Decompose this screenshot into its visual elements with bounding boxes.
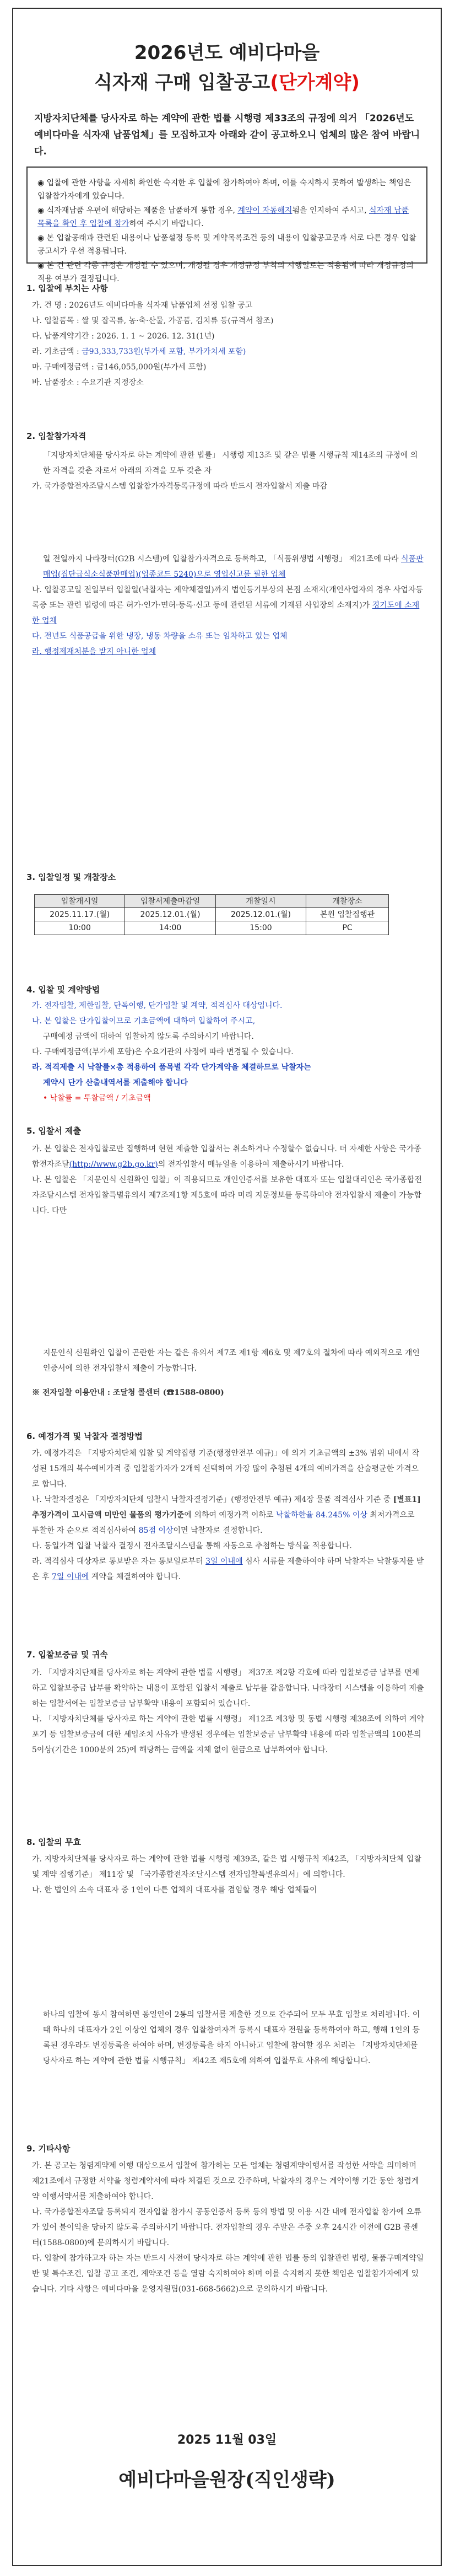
section-2-body: 「지방자치단체를 당사자로 하는 계약에 관한 법률」 시행령 제13조 및 같은 법률 시행규칙 제14조의 규정에 의한 자격을 갖춘 자로서 아래의 자격을 모두 갖춘 자 가. 국가종합전자조달시스템 입찰참가자격등록규정에 따라 반드시 전자입찰서 제출 마감 bbox=[32, 451, 418, 491]
notice-item-3: ◉ 본 입찰공래과 관련된 내용이나 납품설정 등록 및 계약목록조건 등의 내용이 입찰공고문과 서로 다른 경우 입찰공고서가 우선 적용됩니다. bbox=[37, 234, 416, 256]
title-main: 식자재 구매 입찰공고 bbox=[94, 72, 270, 94]
section-9-body: 가. 본 공고는 청렴계약제 이행 대상으로서 입찰에 참가하는 모든 업체는 청렴계약이행서를 작성한 서약을 의미하며 제21조에서 규정한 서약을 청렴계약서에 따라 체결된 것으로 간주하며, 낙찰자의 경우는 계약이행 기간 동안 청렴계약 이행서약서를 제출하여야 합니다. 나. 국가종합전자조달 등록되지 전자입찰 참가시 공동인증서 등록 등의 방법 및 이용 시간 내에 전자입찰 참가에 오류가 있어 불이익을 당하지 않도록 주의하시기 바랍니다. 전자입찰의 경우 주말은 주중 오후 24시간 이전에 G2B 콜센터(1588-0800)에 문의하시기 바랍니다. 다. 입찰에 참가하고자 하는 자는 반드시 사전에 당사자로 하는 계약에 관한 법률 등의 입찰관련 법령, 물품구매계약일반 및 특수조건, 입찰 공고 조건, 계약조건 등을 열람 숙지하여야 하며 이를 숙지하지 못한 책임은 입찰참가자에게 있습니다. 기타 사항은 예비다마을 운영지원팀(031-668-5662)으로 문의하시기 바랍니다. bbox=[32, 2161, 424, 2294]
section-7-body: 가. 「지방자치단체를 당사자로 하는 계약에 관한 법률 시행령」 제37조 제2항 각호에 따라 입찰보증금 납부를 면제하고 입찰보증금 납부를 확약하는 내용이 포함된 입찰서 제출로 납부를 갈음합니다. 나라장터 시스템을 이용하여 제출하는 입찰서에는 입찰보증금 납부확약 내용이 포함되어 있습니다. 나. 「지방자치단체를 당사자로 하는 계약에 관한 법률 시행령」 제12조 제3항 및 동법 시행령 제38조에 의하여 계약포기 등 입찰보증금에 대한 세입조치 사유가 발생된 경우에는 입찰보증금 납부확약 내용에 따라 입찰금액의 100분의 5이상(기간은 1000분의 25)에 해당하는 금액을 지체 없이 현금으로 납부하여야 합니다. bbox=[32, 1668, 424, 1754]
section-7-heading: 7. 입찰보증금 및 귀속 bbox=[26, 1650, 108, 1660]
section-2-heading: 2. 입찰참가자격 bbox=[26, 431, 86, 441]
notice-item-2: ◉ 식자재납품 우편에 해당하는 제품을 납품하게 통합 경우, 계약이 자동해지됨을 인지하여 주시고, 식자재 납품 목록을 확인 후 입찰에 참가하여 주시기 바랍니다. bbox=[37, 206, 409, 228]
section-8-heading: 8. 입찰의 무효 bbox=[26, 1837, 82, 1847]
section-9-heading: 9. 기타사항 bbox=[26, 2144, 71, 2154]
title-line-1: 2026년도 예비다마을 bbox=[134, 42, 320, 64]
section-6-heading: 6. 예정가격 및 낙찰자 결정방법 bbox=[26, 1431, 143, 1441]
helpdesk-note: ※ 전자입찰 이용안내 : 조달청 콜센터 (☎1588-0800) bbox=[32, 1388, 224, 1397]
notice-item-1: ◉ 입찰에 관한 사항을 자세히 확인한 숙지한 후 입찰에 참가하여야 하며, 이를 숙지하지 못하여 발생하는 책임은 입찰참가자에게 있습니다. bbox=[37, 179, 411, 201]
section-5-body-cont: 지문인식 신원확인 입찰이 곤란한 자는 같은 유의서 제7조 제1항 제6호 및 제7호의 절차에 따라 예외적으로 개인인증서에 의한 전자입찰서 제출이 가능합니다. ※ 전자입찰 이용안내 : 조달청 콜센터 (☎1588-0800) bbox=[32, 1345, 424, 1400]
intro-paragraph: 지방자치단체를 당사자로 하는 계약에 관한 법률 시행령 제33조의 규정에 의거 「2026년도 예비다마을 식자재 납품업체」를 모집하고자 아래와 같이 공고하오니 업체의 많은 참여 바랍니다. bbox=[34, 113, 420, 157]
section-2-body-cont: 일 전일까지 나라장터(G2B 시스템)에 입찰참가자격으로 등록하고, 「식품위생법 시행령」 제21조에 따라 식품판매업(집단급식소식품판매업)(업종코드 5240)으로 영업신고를 필한 업체 나. 입찰공고일 전일부터 입찰일(낙찰자는 계약체결일)까지 법인등기부상의 본점 소재지(개인사업자의 경우 사업자등록증 또는 관련 법령에 따른 허가·인가·면허·등록·신고 등에 관련된 서류에 기재된 사업장의 소재지)가 경기도에 소재한 업체 다. 전년도 식품공급을 위한 냉장, 냉동 차량을 소유 또는 임차하고 있는 업체 라. 행정제재처분을 받지 아니한 업체 bbox=[32, 555, 424, 656]
section-4-body: 가. 전자입찰, 제한입찰, 단독이행, 단가입찰 및 계약, 적격심사 대상입니다. 나. 본 입찰은 단가입찰이므로 기초금액에 대하여 입찰하여 주시고, 구매예정 금액에 대하여 입찰하지 않도록 주의하시기 바랍니다. 다. 구매예정금액(부가세 포함)은 수요기관의 사정에 따라 변경될 수 있습니다. 라. 적격제출 시 낙찰률×총 적용하여 품목별 각각 단가계약을 체결하므로 낙찰자는 계약시 단가 산출내역서를 제출해야 합니다 • 낙찰률 = 투찰금액 / 기초금액 bbox=[32, 1001, 311, 1103]
schedule-row: 10:00 14:00 15:00 PC bbox=[35, 921, 389, 935]
notice-item-4: ◉ 본 건 관련 각종 규정은 개정될 수 있으며, 개정될 경우 개정규정 부칙의 시행일로는 적용됨에 따라 개정규정의 적용 여부가 결정됩니다. bbox=[37, 261, 414, 283]
announcement-date: 2025 11월 03일 bbox=[177, 2433, 277, 2447]
title-contract-type: (단가계약) bbox=[270, 72, 360, 94]
section-6-body: 가. 예정가격은 「지방자치단체 입찰 및 계약집행 기준(행정안전부 예규)」에 의거 기초금액의 ±3% 범위 내에서 작성된 15개의 복수예비가격 중 입찰참가자가 2개씩 선택하여 가장 많이 추첨된 4개의 예비가격을 산술평균한 가격으로 합니다. 나. 낙찰자결정은 「지방자치단체 입찰시 낙찰자결정기준」(행정안전부 예규) 제4장 물품 적격심사 기준 중 [별표1] 추정가격이 고시금액 미만인 물품의 평가기준에 의하여 예정가격 이하로 낙찰하한율 84.245% 이상 최저가격으로 투찰한 자 순으로 적격심사하여 85점 이상이면 낙찰자로 결정합니다. 다. 동일가격 입찰 낙찰자 결정시 전자조달시스템을 통해 자동으로 추첨하는 방식을 적용합니다. 라. 적격심사 대상자로 통보받은 자는 통보일로부터 3일 이내에 심사 서류를 제출하여야 하며 낙찰자는 낙찰통지를 받은 후 7일 이내에 계약을 체결하여야 합니다. bbox=[32, 1449, 424, 1581]
issuer-signature: 예비다마을원장(직인생략) bbox=[118, 2469, 335, 2491]
section-8-body: 가. 지방자치단체를 당사자로 하는 계약에 관한 법률 시행령 제39조, 같은 법 시행규칙 제42조, 「지방자치단체 입찰 및 계약 집행기준」 제11장 및 「국가종합전자조달시스템 전자입찰특별유의서」에 의합니다. 나. 한 법인의 소속 대표자 중 1인이 다른 업체의 대표자를 겸임할 경우 해당 업체들이 bbox=[32, 1855, 421, 1895]
schedule-table bbox=[34, 894, 389, 935]
schedule-header-row: 입찰개시일 입찰서제출마감일 개찰일시 개찰장소 bbox=[35, 895, 389, 908]
section-1-body: 가. 건 명 : 2026년도 예비다마을 식자재 납품업체 선정 입찰 공고 나. 입찰품목 : 쌀 및 잡곡류, 농·축·산물, 가공품, 김치류 등(규격서 참조) 다. 납품계약기간 : 2026. 1. 1 ~ 2026. 12. 31(1년) 라. 기초금액 : 금93,333,733원(부가세 포함, 부가가치세 포함) 마. 구매예정금액 : 금146,055,000원(부가세 포함) 바. 납품장소 : 수요기관 지정장소 bbox=[32, 301, 274, 387]
section-4-heading: 4. 입찰 및 계약방법 bbox=[26, 985, 100, 995]
section-8-body-cont: 하나의 입찰에 동시 참여하면 동일인이 2통의 입찰서를 제출한 것으로 간주되어 모두 무효 입찰로 처리됩니다. 이때 하나의 대표자가 2인 이상인 업체의 경우 입찰참여자격 등록시 대표자 전원을 등록하여야 하고, 행해 1인의 등록된 경우라도 변경등록을 하여야 하며, 변경등록을 하지 아니하고 입찰에 참여할 경우 처리는 「지방자치단체를 당사자로 하는 계약에 관한 법률 시행규칙」 제42조 제5호에 의하여 입찰무효 사유에 해당합니다. bbox=[43, 2010, 420, 2065]
section-3-heading: 3. 입찰일정 및 개찰장소 bbox=[26, 872, 116, 882]
notice-box bbox=[26, 167, 427, 283]
section-5-heading: 5. 입찰서 제출 bbox=[26, 1126, 82, 1136]
section-5-body: 가. 본 입찰은 전자입찰로만 집행하며 현현 제출한 입찰서는 취소하거나 수정할수 없습니다. 더 자세한 사항은 국가종합전자조달(http://www.g2b.go.kr)의 전자입찰서 매뉴얼을 이용하여 제출하시기 바랍니다. 나. 본 입찰은 「지문인식 신원확인 입찰」이 적용되므로 개인인증서를 보유한 대표자 또는 입찰대리인은 국가종합전자조달시스템 전자입찰특별유의서 제7조제1항 제5호에 따라 미리 지문정보를 등록하여야 전자입찰서 제출이 가능합니다. 다만 bbox=[32, 1145, 422, 1215]
schedule-row: 2025.11.17.(월) 2025.12.01.(월) 2025.12.01.(월) 본원 입찰집행관 bbox=[35, 908, 389, 921]
section-1-heading: 1. 입찰에 부치는 사항 bbox=[26, 283, 108, 293]
title-line-2 bbox=[13, 67, 441, 94]
